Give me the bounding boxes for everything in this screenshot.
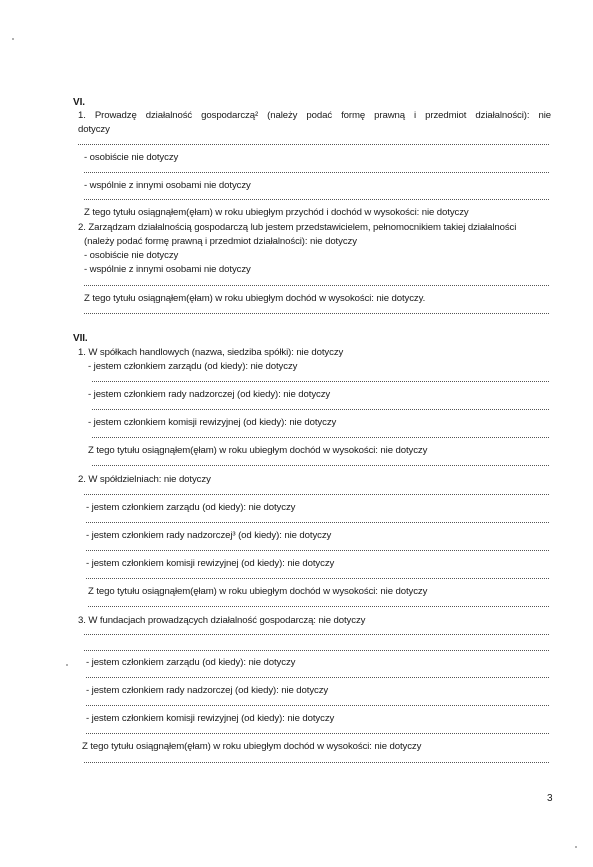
vii-item3-zarzad: - jestem członkiem zarządu (od kiedy): nie dotyczy [86,657,296,668]
vii-item1-komisja: - jestem członkiem komisji rewizyjnej (od kiedy): nie dotyczy [88,417,337,428]
vi-item2-text: 2. Zarządzam działalnością gospodarczą lub jestem przedstawicielem, pełnomocnikiem takiej działalności [78,222,517,233]
vii-item1-text: 1. W spółkach handlowych (nazwa, siedziba spółki): nie dotyczy [78,347,344,358]
fill-line [92,381,549,382]
vii-item1-rada: - jestem członkiem rady nadzorczej (od kiedy): nie dotyczy [88,389,331,400]
vii-item1-zarzad: - jestem członkiem zarządu (od kiedy): nie dotyczy [88,361,298,372]
fill-line [84,285,549,286]
fill-line [86,550,549,551]
scan-speck [66,664,68,666]
vii-item3-komisja: - jestem członkiem komisji rewizyjnej (od kiedy): nie dotyczy [86,713,335,724]
vi-item2-wspolnie: - wspólnie z innymi osobami nie dotyczy [84,264,251,275]
section-vii-heading: VII. [73,333,88,344]
scan-speck [12,38,14,40]
scan-speck [575,846,577,848]
vi-osobiscie: - osobiście nie dotyczy [84,152,179,163]
vii-item2-komisja: - jestem członkiem komisji rewizyjnej (od kiedy): nie dotyczy [86,558,335,569]
vii-item3-text: 3. W fundacjach prowadzących działalność gospodarczą: nie dotyczy [78,615,366,626]
page-number: 3 [547,793,553,804]
fill-line [86,705,549,706]
fill-line [84,650,549,651]
vi-income-1: Z tego tytułu osiągnąłem(ęłam) w roku ubiegłym przychód i dochód w wysokości: nie dotyczy [84,207,469,218]
fill-line [92,409,549,410]
fill-line [78,144,549,145]
fill-line [86,677,549,678]
fill-line [84,762,549,763]
fill-line [92,465,549,466]
fill-line [84,199,549,200]
vi-item2-text-cont: (należy podać formę prawną i przedmiot działalności): nie dotyczy [84,236,357,247]
section-vi-heading: VI. [73,97,85,108]
fill-line [86,522,549,523]
vii-item2-text: 2. W spółdzielniach: nie dotyczy [78,474,211,485]
vi-item2-osobiscie: - osobiście nie dotyczy [84,250,179,261]
fill-line [84,172,549,173]
vi-item1-text: 1. Prowadzę działalność gospodarczą² (należy podać formę prawną i przedmiot działalności): nie [78,110,551,121]
vii-item3-income: Z tego tytułu osiągnąłem(ęłam) w roku ubiegłym dochód w wysokości: nie dotyczy [82,741,422,752]
fill-line [84,313,549,314]
vii-item2-zarzad: - jestem członkiem zarządu (od kiedy): nie dotyczy [86,502,296,513]
fill-line [84,634,549,635]
fill-line [86,733,549,734]
vii-item2-rada: - jestem członkiem rady nadzorczej³ (od kiedy): nie dotyczy [86,530,332,541]
fill-line [88,606,549,607]
vi-income-2: Z tego tytułu osiągnąłem(ęłam) w roku ubiegłym dochód w wysokości: nie dotyczy. [84,293,426,304]
vii-item1-income: Z tego tytułu osiągnąłem(ęłam) w roku ubiegłym dochód w wysokości: nie dotyczy [88,445,428,456]
vii-item2-income: Z tego tytułu osiągnąłem(ęłam) w roku ubiegłym dochód w wysokości: nie dotyczy [88,586,428,597]
vii-item3-rada: - jestem członkiem rady nadzorczej (od kiedy): nie dotyczy [86,685,329,696]
fill-line [84,494,549,495]
fill-line [86,578,549,579]
vi-wspolnie: - wspólnie z innymi osobami nie dotyczy [84,180,251,191]
vi-item1-text-cont: dotyczy [78,124,110,135]
fill-line [92,437,549,438]
